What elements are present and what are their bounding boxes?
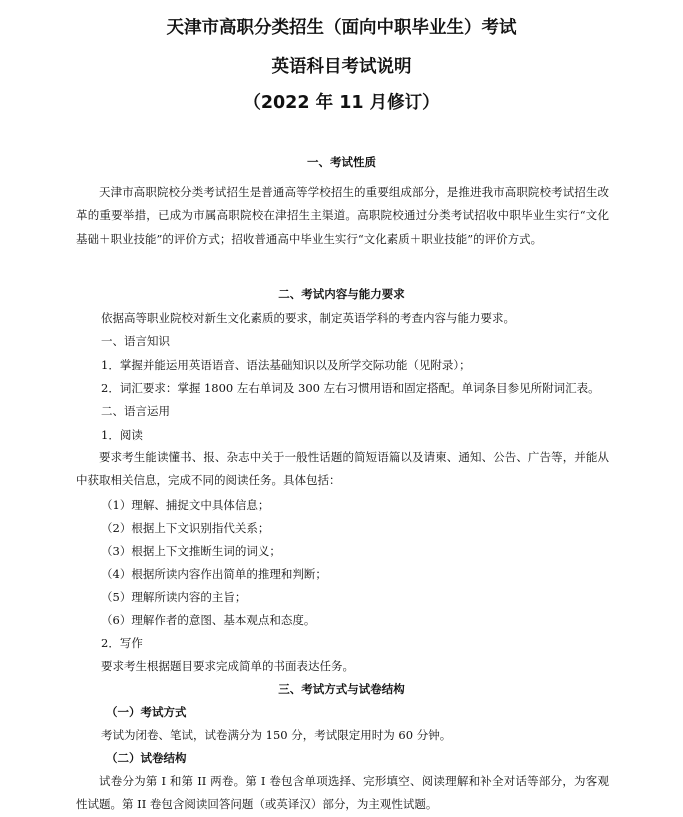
knowledge-item-2: 2．词汇要求：掌握 1800 左右单词及 300 左右习惯用语和固定搭配。单词条目参见所附词汇表。	[101, 381, 600, 395]
document-subtitle: 英语科目考试说明	[271, 57, 412, 77]
exam-nature-paragraph: 天津市高职院校分类考试招生是普通高等学校招生的重要组成部分，是推进我市高职院校考试招生改革的重要举措，已成为市属高职院校在津招生主渠道。高职院校通过分类考试招收中职毕业生实行“文化基础＋职业技能”的评价方式；招收普通高中毕业生实行“文化素质＋职业技能”的评价方式。	[76, 185, 609, 246]
revision-date: （2022 年 11 月修订）	[243, 93, 440, 113]
section-heading-content-requirements: 二、考试内容与能力要求	[278, 287, 405, 301]
knowledge-item-1: 1．掌握并能运用英语语音、语法基础知识以及所学交际功能（见附录）；	[101, 358, 471, 372]
reading-paragraph: 要求考生能读懂书、报、杂志中关于一般性话题的简短语篇以及请柬、通知、公告、广告等，并能从中获取相关信息，完成不同的阅读任务。具体包括：	[76, 450, 609, 488]
content-intro: 依据高等职业院校对新生文化素质的要求，制定英语学科的考查内容与能力要求。	[101, 311, 515, 325]
paper-structure-paragraph: 试卷分为第 I 和第 II 两卷。第 I 卷包含单项选择、完形填空、阅读理解和补全对话等部分，为客观性试题。第 II 卷包含阅读回答问题（或英译汉）部分，为主观性试题。	[76, 774, 609, 812]
writing-text: 要求考生根据题目要求完成简单的书面表达任务。	[101, 659, 354, 673]
language-knowledge-title: 一、语言知识	[101, 334, 170, 348]
paper-structure-title: （二）试卷结构	[106, 751, 187, 765]
exam-method-title: （一）考试方式	[106, 705, 187, 719]
reading-item-5: （5）理解所读内容的主旨；	[101, 590, 247, 604]
reading-item-1: （1）理解、捕捉文中具体信息；	[101, 498, 270, 512]
reading-item-2: （2）根据上下文识别指代关系；	[101, 521, 270, 535]
exam-method-text: 考试为闭卷、笔试，试卷满分为 150 分，考试限定用时为 60 分钟。	[101, 728, 452, 742]
section-heading-exam-nature: 一、考试性质	[307, 155, 376, 169]
writing-title: 2．写作	[101, 636, 143, 650]
reading-title: 1．阅读	[101, 428, 143, 442]
section-heading-exam-format: 三、考试方式与试卷结构	[278, 682, 405, 696]
language-use-title: 二、语言运用	[101, 404, 170, 418]
reading-item-6: （6）理解作者的意图、基本观点和态度。	[101, 613, 316, 627]
reading-item-3: （3）根据上下文推断生词的词义；	[101, 544, 281, 558]
reading-item-4: （4）根据所读内容作出简单的推理和判断；	[101, 567, 327, 581]
document-title: 天津市高职分类招生（面向中职毕业生）考试	[166, 18, 517, 38]
